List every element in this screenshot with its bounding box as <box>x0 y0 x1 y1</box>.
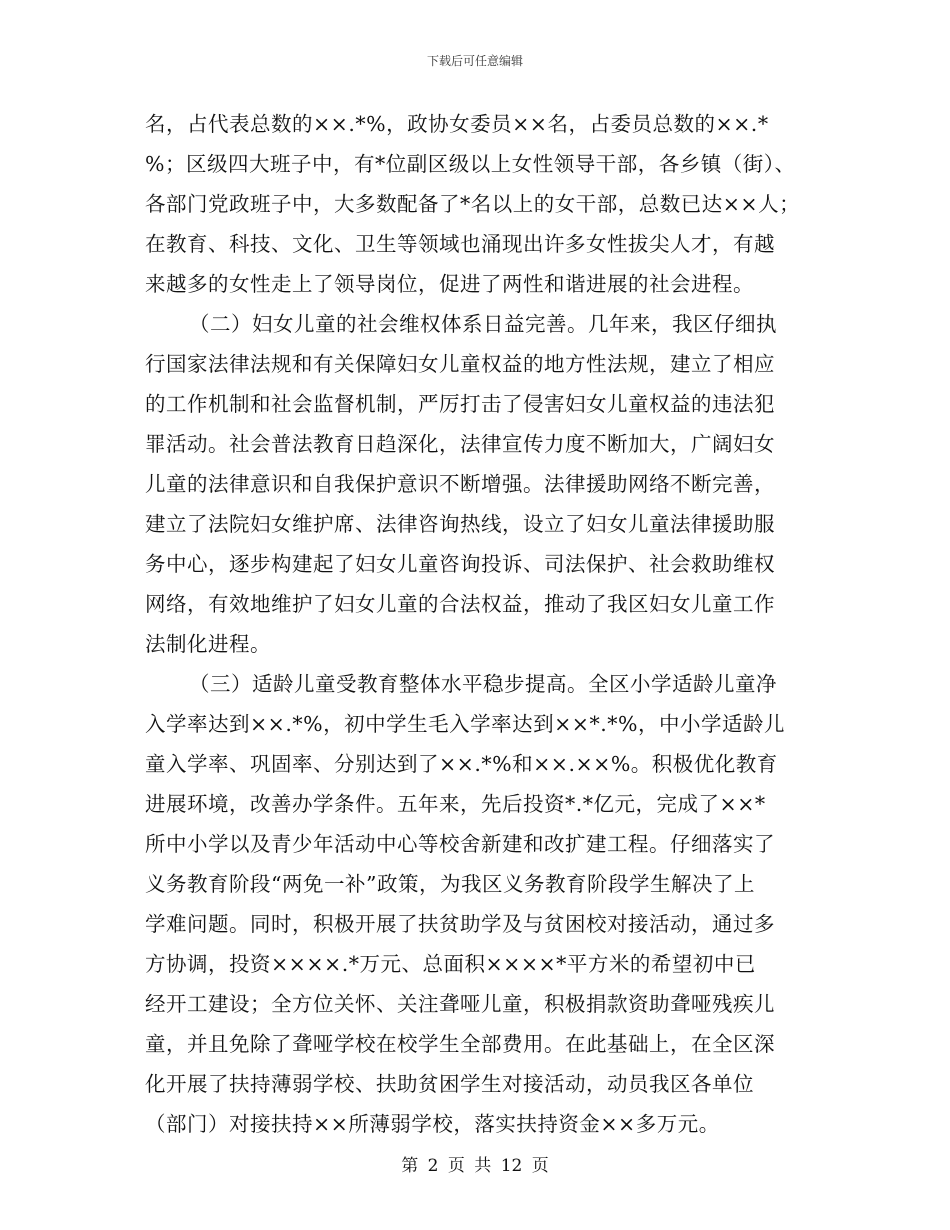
text-line: 所中小学以及青少年活动中心等校舍新建和改扩建工程。仔细落实了 <box>145 832 775 856</box>
text-line: 经开工建设；全方位关怀、关注聋哑儿童，积极捐款资助聋哑残疾儿 <box>145 992 775 1016</box>
text-line: 行国家法律法规和有关保障妇女儿童权益的地方性法规，建立了相应 <box>145 352 775 376</box>
text-line: %；区级四大班子中，有*位副区级以上女性领导干部，各乡镇（街）、 <box>145 152 796 176</box>
text-line: 进展环境，改善办学条件。五年来，先后投资*.*亿元，完成了××* <box>145 792 766 816</box>
text-line: 网络，有效地维护了妇女儿童的合法权益，推动了我区妇女儿童工作 <box>145 592 775 616</box>
text-line: 建立了法院妇女维护席、法律咨询热线，设立了妇女儿童法律援助服 <box>145 512 775 536</box>
text-line: 的工作机制和社会监督机制，严厉打击了侵害妇女儿童权益的违法犯 <box>145 392 775 416</box>
document-body <box>145 104 817 1144</box>
text-line: 务中心，逐步构建起了妇女儿童咨询投诉、司法保护、社会救助维权 <box>145 552 775 576</box>
page-number: 第 2 页 共 12 页 <box>401 1156 549 1176</box>
paragraph-start-line: （二）妇女儿童的社会维权体系日益完善。几年来，我区仔细执 <box>189 312 777 336</box>
text-line: 童入学率、巩固率、分别达到了××.*%和××.××%。积极优化教育 <box>145 752 778 776</box>
text-line: 方协调，投资××××.*万元、总面积××××*平方米的希望初中已 <box>145 952 756 976</box>
text-line: 儿童的法律意识和自我保护意识不断增强。法律援助网络不断完善， <box>145 472 775 496</box>
text-line: 学难问题。同时，积极开展了扶贫助学及与贫困校对接活动，通过多 <box>145 912 775 936</box>
text-line: 在教育、科技、文化、卫生等领域也涌现出许多女性拔尖人才，有越 <box>145 232 775 256</box>
text-line: 罪活动。社会普法教育日趋深化，法律宣传力度不断加大，广阔妇女 <box>145 432 775 456</box>
text-line: 来越多的女性走上了领导岗位，促进了两性和谐进展的社会进程。 <box>145 272 754 296</box>
text-line: 入学率达到××.*%，初中学生毛入学率达到××*.*%，中小学适龄儿 <box>145 712 785 736</box>
text-line: 名，占代表总数的××.*%，政协女委员××名，占委员总数的××.* <box>145 112 769 136</box>
text-line: 童，并且免除了聋哑学校在校学生全部费用。在此基础上，在全区深 <box>145 1032 775 1056</box>
page-header: 下载后可任意编辑 <box>426 54 523 68</box>
text-line: 化开展了扶持薄弱学校、扶助贫困学生对接活动，动员我区各单位 <box>145 1072 754 1096</box>
text-line: （部门）对接扶持××所薄弱学校，落实扶持资金××多万元。 <box>145 1112 720 1136</box>
text-line: 各部门党政班子中，大多数配备了*名以上的女干部，总数已达××人； <box>145 192 801 216</box>
text-line: 义务教育阶段“两免一补”政策，为我区义务教育阶段学生解决了上 <box>145 872 755 896</box>
text-line: 法制化进程。 <box>145 632 271 656</box>
paragraph-start-line: （三）适龄儿童受教育整体水平稳步提高。全区小学适龄儿童净 <box>189 672 777 696</box>
